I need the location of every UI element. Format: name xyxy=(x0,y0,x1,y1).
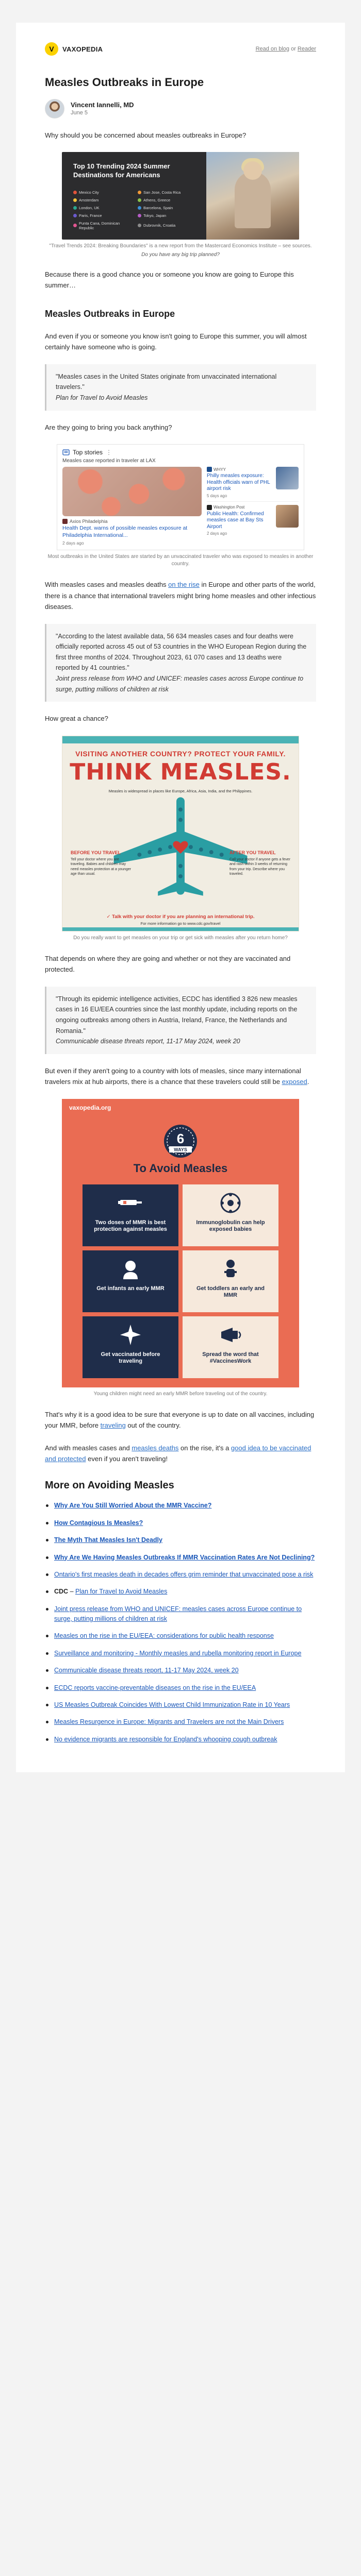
list-item xyxy=(45,1666,316,1675)
more-options-icon[interactable]: ⋮ xyxy=(106,449,112,456)
list-item-link[interactable]: US Measles Outbreak Coincides With Lowest Child Immunization Rate in 10 Years xyxy=(54,1701,290,1708)
way-label: Get toddlers an early and MMR xyxy=(196,1285,265,1299)
top-stories-figure xyxy=(45,444,316,568)
whyy-logo-icon xyxy=(207,467,212,472)
hub-text-2: . xyxy=(307,1078,309,1086)
list-item xyxy=(45,1501,316,1511)
side-story-2-time: 2 days ago xyxy=(207,531,227,536)
vaxopedia-logo-icon: V xyxy=(45,42,58,56)
intro-paragraph: Why should you be concerned about measles outbreaks in Europe? xyxy=(45,131,247,139)
way-label: Get vaccinated before traveling xyxy=(101,1351,160,1365)
way-tile xyxy=(183,1316,278,1378)
destination-marker-icon xyxy=(73,224,77,227)
quote-ecdc xyxy=(45,987,316,1054)
top-stories-card xyxy=(57,444,304,550)
trend-list xyxy=(73,190,197,230)
trend-image[interactable] xyxy=(62,152,299,240)
more-list xyxy=(45,1501,316,1744)
after-travel-text: Call your doctor if anyone gets a fever and rash within 3 weeks of returning from your trip. Describe where you traveled. xyxy=(229,857,290,876)
list-item xyxy=(45,1717,316,1727)
trend-destination xyxy=(73,221,133,230)
bring-back-paragraph: Are they going to bring you back anything? xyxy=(45,423,172,431)
poster-subheading: Measles is widespread in places like Europe, Africa, Asia, India, and the Philippines. xyxy=(108,788,253,793)
great-chance-paragraph: How great a chance? xyxy=(45,715,108,723)
poster-top-band xyxy=(62,736,299,743)
destination-label: London, UK xyxy=(79,205,100,210)
list-item-separator: – xyxy=(68,1588,75,1596)
reader-link[interactable]: Reader xyxy=(297,46,316,52)
way-label: Two doses of MMR is best protection against measles xyxy=(94,1219,167,1233)
poster-caption: Do you really want to get measles on your trip or get sick with measles after you return home? xyxy=(73,935,288,941)
side-story-1-source-name: WHYY xyxy=(214,467,226,472)
list-item-link[interactable]: Measles on the rise in the EU/EEA: considerations for public health response xyxy=(54,1632,274,1640)
side-story-2[interactable] xyxy=(207,505,299,539)
main-story[interactable] xyxy=(62,467,202,546)
top-stories-subheading: Measles case reported in traveler at LAX xyxy=(62,458,156,464)
masthead xyxy=(45,41,316,57)
way-illustration-icon xyxy=(217,1190,244,1216)
brand-name: VAXOPEDIA xyxy=(62,45,103,53)
trend-destination xyxy=(138,213,197,218)
author-avatar xyxy=(45,99,64,118)
trend-destination xyxy=(73,206,133,210)
way-tile xyxy=(183,1184,278,1246)
list-item-link[interactable]: Measles Resurgence in Europe: Migrants and Travelers are not the Main Drivers xyxy=(54,1718,284,1726)
on-the-rise-link[interactable]: on the rise xyxy=(168,581,200,589)
post-title[interactable]: Measles Outbreaks in Europe xyxy=(45,76,204,89)
way-illustration-icon xyxy=(117,1190,144,1216)
good-text-1: That's why it is a good idea to be sure that everyone is up to date on all vaccines, including your MMR, before xyxy=(45,1410,315,1430)
traveler-body xyxy=(235,172,271,228)
good-text-2: out of the country. xyxy=(125,1421,181,1430)
after-trend-paragraph: Because there is a good chance you or someone you know are going to Europe this summer… xyxy=(45,270,294,290)
cases-text-1: With measles cases and measles deaths xyxy=(45,581,169,589)
trend-caption: "Travel Trends 2024: Breaking Boundaries" is a new report from the Mastercard Economics Institute – see sources. xyxy=(49,243,312,249)
trend-destination xyxy=(73,213,133,218)
quote-text: "Measles cases in the United States originate from unvaccinated international travelers." xyxy=(56,372,277,391)
destination-marker-icon xyxy=(138,191,141,194)
trend-image-title: Top 10 Trending 2024 Summer Destinations for Americans xyxy=(73,162,170,179)
destination-label: Tokyo, Japan xyxy=(143,213,167,218)
newspaper-icon xyxy=(62,449,70,456)
way-label: Get infants an early MMR xyxy=(96,1285,165,1292)
list-item-source: CDC xyxy=(54,1588,69,1596)
going-paragraph: And even if you or someone you know isn't going to Europe this summer, you will almost certainly have someone who is going. xyxy=(45,332,307,351)
destination-marker-icon xyxy=(73,191,77,194)
main-story-time: 2 days ago xyxy=(62,540,84,546)
after-travel-title: AFTER YOU TRAVEL xyxy=(229,850,276,855)
trend-destination xyxy=(138,198,197,202)
six-ways-poster[interactable] xyxy=(62,1099,299,1387)
deaths-text-1: And with measles cases and xyxy=(45,1444,132,1452)
destination-label: Dubrovnik, Croatia xyxy=(143,223,176,228)
way-tile xyxy=(83,1250,178,1312)
author-name: Vincent Iannelli, MD xyxy=(71,101,134,109)
six-ways-badge-icon xyxy=(163,1124,198,1159)
quote-source: Plan for Travel to Avoid Measles xyxy=(56,394,148,401)
exposed-link[interactable]: exposed xyxy=(282,1078,307,1086)
side-story-2-thumbnail xyxy=(276,505,299,528)
list-item xyxy=(45,1553,316,1563)
list-item xyxy=(45,1700,316,1710)
destination-marker-icon xyxy=(138,214,141,217)
way-illustration-icon xyxy=(217,1256,244,1282)
way-label: Immunoglobulin can help exposed babies xyxy=(196,1219,265,1233)
top-stories-body xyxy=(62,467,299,546)
side-stories xyxy=(207,467,299,546)
list-item-link[interactable]: Why Are You Still Worried About the MMR Vaccine? xyxy=(54,1502,212,1510)
trend-destination xyxy=(138,190,197,195)
hub-airports-paragraph xyxy=(45,1065,316,1088)
side-story-2-headline[interactable]: Public Health: Confirmed measles case at Bay Sts Airport xyxy=(207,511,264,530)
deaths-text-3: even if you aren't traveling! xyxy=(86,1454,168,1463)
trend-destination xyxy=(138,221,197,230)
poster-heading-large: THINK MEASLES. xyxy=(70,758,291,785)
quote-text: "Through its epidemic intelligence activities, ECDC has identified 3 826 new measles cases in 16 EU/EEA countries since the last monthly update, including reports on the ongoing outbreaks among others in Austria, Ireland, France, the Netherlands and Romania." xyxy=(56,995,298,1035)
destination-label: Amsterdam xyxy=(79,197,99,202)
destination-marker-icon xyxy=(138,198,141,202)
trend-destination xyxy=(73,190,133,195)
quote-who-unicef xyxy=(45,624,316,702)
wapo-logo-icon xyxy=(207,505,212,510)
brand[interactable] xyxy=(45,42,103,56)
ways-brand: vaxopedia.org xyxy=(69,1104,111,1111)
list-item-link[interactable]: The Myth That Measles Isn't Deadly xyxy=(54,1536,162,1544)
list-item-link[interactable]: Surveillance and monitoring - Monthly measles and rubella monitoring report in Europe xyxy=(54,1649,302,1657)
top-stories-label: Top stories xyxy=(73,449,103,456)
ways-caption: Young children might need an early MMR before traveling out of the country. xyxy=(93,1391,268,1397)
way-tile xyxy=(83,1316,178,1378)
traveler-head xyxy=(243,161,262,180)
list-item xyxy=(45,1649,316,1658)
way-tile xyxy=(83,1184,178,1246)
six-ways-figure xyxy=(45,1099,316,1398)
destination-marker-icon xyxy=(138,224,141,227)
badge-word: WAYS xyxy=(174,1147,187,1153)
destination-label: Punta Cana, Dominican Republic xyxy=(79,221,120,230)
side-story-2-source-name: Washington Post xyxy=(214,505,245,510)
poster-footer-line: ✓ Talk with your doctor if you are planning an international trip. xyxy=(106,913,255,920)
reader-links xyxy=(256,46,316,52)
quote-text: "According to the latest available data, 56 634 measles cases and four deaths were officially reported across 45 out of 53 countries in the WHO European Region during the first three months of 2024. Throughout 2023, 61 070 cases and 13 deaths were reported by 41 countries." xyxy=(56,632,307,672)
destination-label: Athens, Greece xyxy=(143,197,171,202)
way-label: Spread the word that #VaccinesWork xyxy=(202,1351,259,1365)
read-on-blog-link[interactable]: Read on blog xyxy=(255,46,290,52)
reader-links-or: or xyxy=(291,46,296,52)
list-item xyxy=(45,1570,316,1580)
main-story-headline[interactable]: Health Dept. warns of possible measles exposure at Philadelphia International... xyxy=(62,525,188,538)
section-heading: Measles Outbreaks in Europe xyxy=(45,308,175,319)
poster-cdc-link: For more information go to www.cdc.gov/travel xyxy=(140,921,221,926)
list-item-link[interactable]: Communicable disease threats report, 11-17 May 2024, week 20 xyxy=(54,1667,239,1674)
side-story-1-source xyxy=(207,467,273,472)
list-item xyxy=(45,1604,316,1624)
destination-label: Mexico City xyxy=(79,190,99,195)
way-illustration-icon xyxy=(117,1256,144,1282)
vaccinated-protected-link[interactable]: good idea to be vaccinated and protected xyxy=(45,1444,311,1463)
deaths-text-2: on the rise, it's a xyxy=(178,1444,231,1452)
side-story-1[interactable] xyxy=(207,467,299,502)
poster-bottom-band xyxy=(62,927,299,931)
trend-destination xyxy=(73,198,133,202)
think-measles-poster[interactable] xyxy=(62,736,299,931)
destination-marker-icon xyxy=(73,206,77,210)
way-tile xyxy=(183,1250,278,1312)
trend-figure xyxy=(45,152,316,258)
cases-paragraph xyxy=(45,579,316,612)
destination-marker-icon xyxy=(138,206,141,210)
badge-number: 6 xyxy=(176,1130,185,1146)
list-item xyxy=(45,1631,316,1641)
side-story-1-headline[interactable]: Philly measles exposure: Health officials warn of PHL airport risk xyxy=(207,473,270,492)
email-card xyxy=(16,23,345,1772)
list-item-link[interactable]: Joint press release from WHO and UNICEF: measles cases across Europe continue to surge, putting millions of children at risk xyxy=(54,1605,302,1623)
trend-question: Do you have any big trip planned? xyxy=(141,251,220,258)
good-idea-paragraph xyxy=(45,1409,316,1431)
list-item-link[interactable]: How Contagious Is Measles? xyxy=(54,1519,143,1527)
quote-source: Communicable disease threats report, 11-17 May 2024, week 20 xyxy=(56,1038,240,1045)
hub-text-1: But even if they aren't going to a country with lots of measles, since many international travelers mix at hub airports, there is a chance that these travelers could still be xyxy=(45,1066,301,1086)
way-illustration-icon xyxy=(217,1321,244,1348)
list-item xyxy=(45,1683,316,1693)
list-item-link[interactable]: ECDC reports vaccine-preventable diseases on the rise in the EU/EEA xyxy=(54,1684,256,1691)
destination-label: Paris, France xyxy=(79,213,102,218)
list-item-link[interactable]: Plan for Travel to Avoid Measles xyxy=(75,1588,168,1596)
way-illustration-icon xyxy=(117,1321,144,1348)
post-date: June 5 xyxy=(71,110,88,116)
cases-text-2: in Europe and other parts of the world, there is a chance that international travelers might bring home measles and other infectious diseases. xyxy=(45,581,316,611)
list-item xyxy=(45,1735,316,1744)
before-travel-title: BEFORE YOU TRAVEL xyxy=(71,850,121,855)
traveling-link[interactable]: traveling xyxy=(100,1421,126,1430)
destination-label: San Jose, Costa Rica xyxy=(143,190,181,195)
side-story-1-thumbnail xyxy=(276,467,299,489)
before-travel-column xyxy=(71,850,132,877)
before-travel-text: Tell your doctor where you are traveling. Babies and children may need measles protection at a younger age than usual. xyxy=(71,857,132,876)
ways-grid xyxy=(83,1184,278,1378)
after-travel-column xyxy=(229,850,290,877)
main-story-source xyxy=(62,519,202,524)
destination-marker-icon xyxy=(73,198,77,202)
author-block xyxy=(45,99,316,118)
more-heading: More on Avoiding Measles xyxy=(45,1480,174,1492)
list-item-link[interactable]: Why Are We Having Measles Outbreaks If MMR Vaccination Rates Are Not Declining? xyxy=(54,1553,315,1561)
list-item xyxy=(45,1535,316,1545)
side-story-2-source xyxy=(207,505,273,510)
trend-destination xyxy=(138,206,197,210)
axios-logo-icon xyxy=(62,519,68,524)
list-item-link[interactable]: Ontario's first measles death in decades offers grim reminder that unvaccinated pose a risk xyxy=(54,1570,314,1578)
measles-deaths-link[interactable]: measles deaths xyxy=(132,1444,179,1452)
poster-heading-small: VISITING ANOTHER COUNTRY? PROTECT YOUR FAMILY. xyxy=(75,749,286,758)
traveler-photo xyxy=(206,152,299,240)
top-stories-caption: Most outbreaks in the United States are started by an unvaccinated traveler who was exposed to measles in another country. xyxy=(47,554,314,567)
list-item-link[interactable]: No evidence migrants are responsible for England's whooping cough outbreak xyxy=(54,1735,277,1743)
list-item xyxy=(45,1518,316,1528)
measles-rash-image xyxy=(62,467,202,516)
deaths-paragraph xyxy=(45,1443,316,1465)
top-stories-header xyxy=(62,449,299,456)
depends-paragraph: That depends on where they are going and whether or not they are vaccinated and protected. xyxy=(45,954,291,974)
think-measles-figure xyxy=(45,736,316,942)
destination-marker-icon xyxy=(73,214,77,217)
destination-label: Barcelona, Spain xyxy=(143,205,173,210)
side-story-1-time: 5 days ago xyxy=(207,493,227,498)
quote-unvaccinated-travelers xyxy=(45,364,316,411)
ways-title: To Avoid Measles xyxy=(133,1161,228,1175)
quote-source: Joint press release from WHO and UNICEF: measles cases across Europe continue to surge, putting millions of children at risk xyxy=(56,675,304,693)
list-item xyxy=(45,1587,316,1597)
main-story-source-name: Axios Philadelphia xyxy=(70,519,108,524)
